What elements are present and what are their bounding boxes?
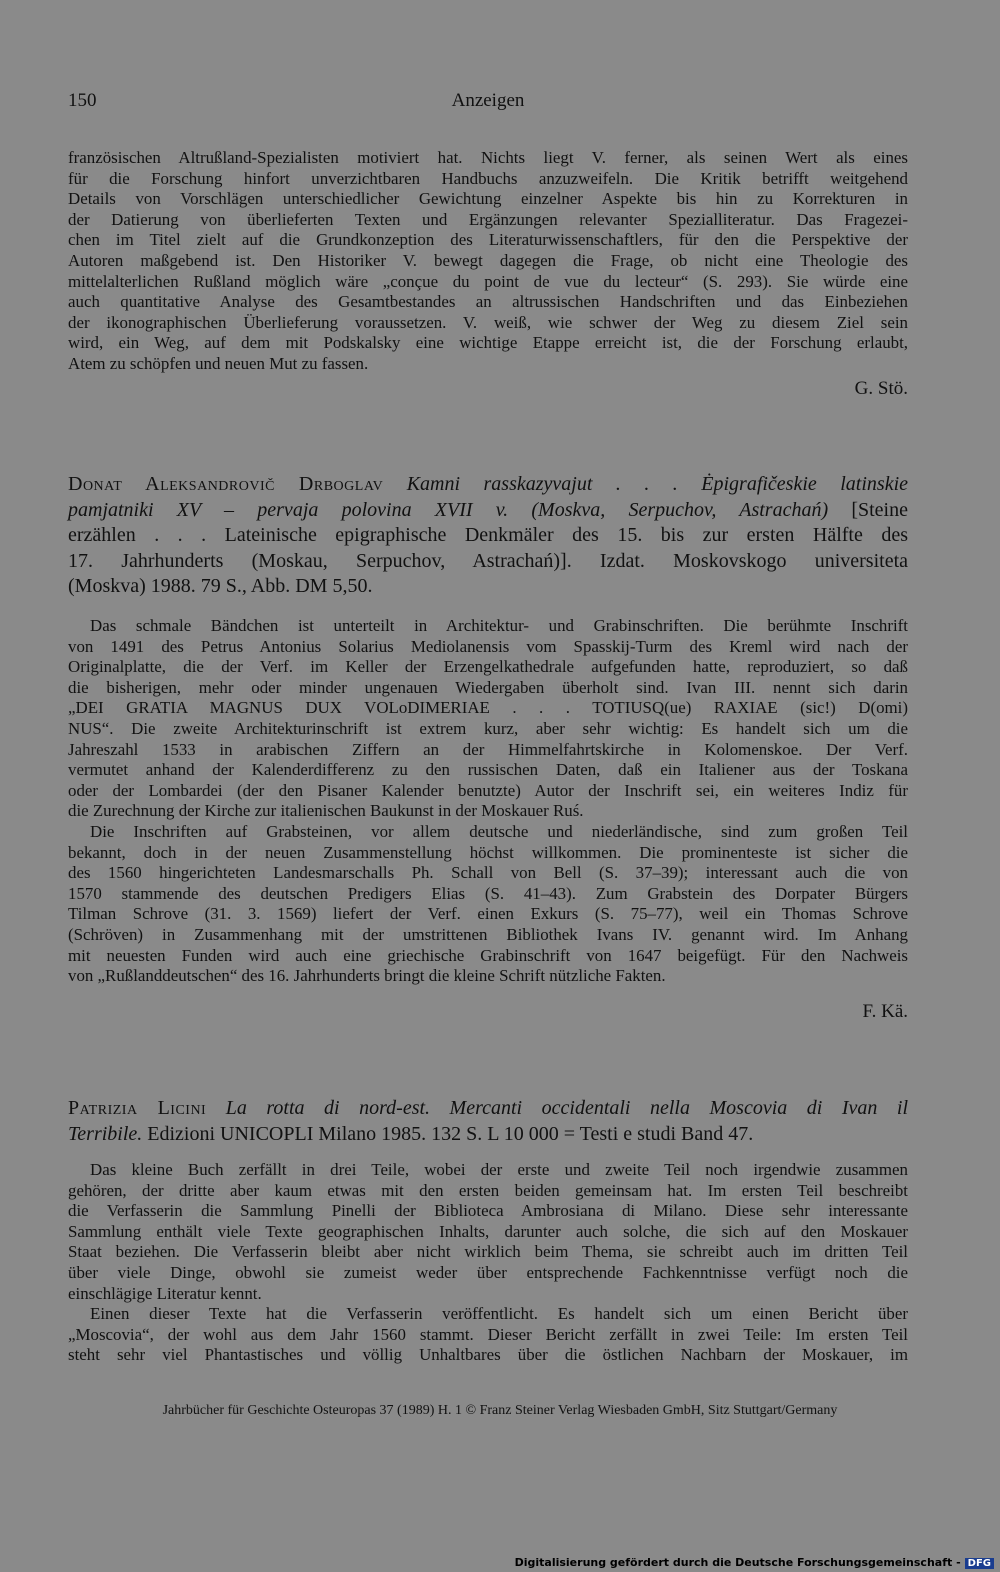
review2-heading (68, 472, 908, 600)
running-title: Anzeigen (451, 90, 525, 111)
heading-line (68, 472, 908, 498)
text-line: auch quantitative Analyse des Gesamtbestandes an altrussischen Handschriften und das Einbeziehen (68, 292, 908, 312)
text-line: der Datierung von überlieferten Texten und Ergänzungen relevanter Spezialliteratur. Das Fragezei- (68, 209, 908, 229)
text-line: bekannt, doch in der neuen Zusammenstellung höchst willkommen. Die prominenteste ist sicher die (68, 842, 908, 862)
text-line: des 1560 hingerichteten Landesmarschalls Ph. Schall von Bell (S. 37–39); interessant auch die von (68, 863, 908, 883)
text-line: chen im Titel zielt auf die Grundkonzeption des Literaturwissenschaftlers, für den die Perspektive der (68, 230, 908, 250)
text-line: Tilman Schrove (31. 3. 1569) liefert der Verf. einen Exkurs (S. 75–77), weil ein Thomas Schrove (68, 904, 908, 924)
review3-title-text: Edizioni UNICOPLI Milano 1985. 132 S. L 10 000 = Testi e studi Band 47. (142, 1122, 754, 1145)
text-line: wird, ein Weg, auf dem mit Podskalsky eine wichtige Etappe erreicht ist, die der Forschung erlaubt, (68, 333, 908, 353)
review1-body (68, 148, 908, 375)
page-footer: Jahrbücher für Geschichte Osteuropas 37 (1989) H. 1 © Franz Steiner Verlag Wiesbaden GmbH, Sitz Stuttgart/Germany (162, 1403, 838, 1418)
text-line: Einen dieser Texte hat die Verfasserin veröffentlicht. Es handelt sich um einen Bericht über (90, 1304, 908, 1324)
text-line: einschlägige Literatur kennt. (68, 1283, 262, 1303)
heading-line (68, 498, 908, 524)
page-header (68, 90, 908, 120)
review2-title-italic: pamjatniki XV – pervaja polovina XVII v. (Moskva, Serpuchov, Astrachań) (68, 498, 829, 521)
heading-line: (Moskva) 1988. 79 S., Abb. DM 5,50. (68, 575, 373, 598)
heading-line: 17. Jahrhunderts (Moskau, Serpuchov, Astrachań)]. Izdat. Moskovskogo universiteta (68, 549, 908, 572)
text-line: die Verfasserin die Sammlung Pinelli der Biblioteca Ambrosiana di Milano. Diese sehr interessante (68, 1201, 908, 1221)
review2-signature: F. Kä. (862, 1001, 908, 1022)
text-line: mittelalterlichen Rußland möglich wäre „conçue du point de vue du lecteur“ (S. 293). Sie würde eine (68, 271, 908, 291)
review3-title-italic: La rotta di nord-est. Mercanti occidentali nella Moscovia di Ivan il (225, 1097, 908, 1119)
dfg-credit (515, 1556, 994, 1569)
review2-title-italic: Kamni rasskazyvajut . . . Ėpigrafičeskie latinskie (406, 473, 909, 495)
text-line: Das schmale Bändchen ist unterteilt in Architektur- und Grabinschriften. Die berühmte Inschrift (90, 616, 908, 635)
text-line: Jahreszahl 1533 in arabischen Ziffern an der Himmelfahrtskirche in Kolomenskoe. Der Verf. (68, 739, 908, 759)
text-line: gehören, der dritte aber kaum etwas mit den ersten beiden gemeinsam hat. Im ersten Teil beschreibt (68, 1180, 908, 1200)
text-line: Sammlung enthält viele Texte geographischen Inhalts, darunter auch solche, die sich auf den Moskauer (68, 1221, 908, 1241)
text-line: über viele Dinge, obwohl sie zumeist weder über entsprechende Fachkenntnisse verfügt noch die (68, 1262, 908, 1282)
text-line: Atem zu schöpfen und neuen Mut zu fassen. (68, 353, 369, 373)
page-number: 150 (68, 90, 97, 111)
review1-signature: G. Stö. (854, 378, 908, 399)
text-line: oder der Lombardei (der den Pisaner Kalender benutzte) Autor der Inschrift sei, ein weiteres Indiz für (68, 780, 908, 800)
text-line: die Zurechnung der Kirche zur italienischen Baukunst in der Moskauer Ruś. (68, 801, 584, 821)
text-line: von 1491 des Petrus Antonius Solarius Mediolanensis vom Spasskij-Turm des Kreml wird nach der (68, 636, 908, 656)
text-line: Autoren maßgebend ist. Den Historiker V. bewegt dagegen die Frage, ob nicht eine Theologie des (68, 250, 908, 270)
text-line: (Schröven) in Zusammenhang mit der umstrittenen Bibliothek Ivans IV. genannt wird. Im Anhang (68, 924, 908, 944)
text-line: die bisherigen, mehr oder minder ungenauen Wiedergaben überholt sind. Ivan III. nennt sich darin (68, 677, 908, 697)
text-line: Staat beziehen. Die Verfasserin bleibt aber nicht wirklich beim Thema, sie schreibt auch im dritten Teil (68, 1242, 908, 1262)
text-line: der ikonographischen Überlieferung voraussetzen. V. weiß, wie schwer der Weg zu diesem Ziel sein (68, 312, 908, 332)
review3-author: Patrizia Licini (68, 1097, 207, 1119)
review3-heading (68, 1096, 908, 1147)
review3-body (68, 1160, 908, 1366)
text-line: „DEI GRATIA MAGNUS DUX VOLoDIMERIAE . . . TOTIUSQ(ue) RAXIAE (sic!) D(omi) (68, 698, 908, 718)
review2-title-text: [Steine (828, 498, 908, 521)
review2-author: Donat Aleksandrovič Drboglav (68, 473, 384, 495)
review2-body (68, 616, 908, 987)
text-line: vermutet anhand der Kalenderdifferenz zu den russischen Daten, daß ein Italiener aus der Toskana (68, 760, 908, 780)
text-line: Details von Vorschlägen unterschiedlicher Gewichtung einzelner Aspekte bis hin zu Korrekturen in (68, 189, 908, 209)
text-line: NUS“. Die zweite Architekturinschrift ist extrem kurz, aber sehr wichtig: Es handelt sich um die (68, 718, 908, 738)
dfg-logo-icon: DFG (965, 1558, 994, 1569)
text-line: „Moscovia“, der wohl aus dem Jahr 1560 stammt. Dieser Bericht zerfällt in zwei Teile: Im ersten Teil (68, 1324, 908, 1344)
text-line: Originalplatte, die der Verf. im Keller der Erzengelkathedrale aufgefunden hatte, reproduziert, so daß (68, 657, 908, 677)
review3-title-italic: Terribile. (68, 1122, 143, 1145)
dfg-credit-text: Digitalisierung gefördert durch die Deutsche Forschungsgemeinschaft - (514, 1556, 961, 1569)
text-line: für die Forschung hinfort unverzichtbaren Handbuchs anzuzweifeln. Die Kritik betrifft weitgehend (68, 168, 908, 188)
text-line: Das kleine Buch zerfällt in drei Teile, wobei der erste und zweite Teil noch irgendwie zusammen (90, 1160, 908, 1179)
heading-line: erzählen . . . Lateinische epigraphische Denkmäler des 15. bis zur ersten Hälfte des (68, 524, 908, 547)
text-line: französischen Altrußland-Spezialisten motiviert hat. Nichts liegt V. ferner, als seinen Wert als eines (68, 148, 908, 167)
text-line: von „Rußlanddeutschen“ des 16. Jahrhunderts bringt die kleine Schrift nützliche Fakten. (68, 966, 666, 986)
heading-line (68, 1122, 908, 1148)
text-line: steht sehr viel Phantastisches und völlig Unhaltbares über die östlichen Nachbarn der Moskauer, im (68, 1345, 908, 1365)
text-line: Die Inschriften auf Grabsteinen, vor allem deutsche und niederländische, sind zum großen Teil (90, 821, 908, 841)
text-line: mit neuesten Funden wird auch eine griechische Grabinschrift von 1647 beigefügt. Für den Nachweis (68, 945, 908, 965)
heading-line (68, 1096, 908, 1122)
text-line: 1570 stammende des deutschen Predigers Elias (S. 41–43). Zum Grabstein des Dorpater Bürgers (68, 883, 908, 903)
